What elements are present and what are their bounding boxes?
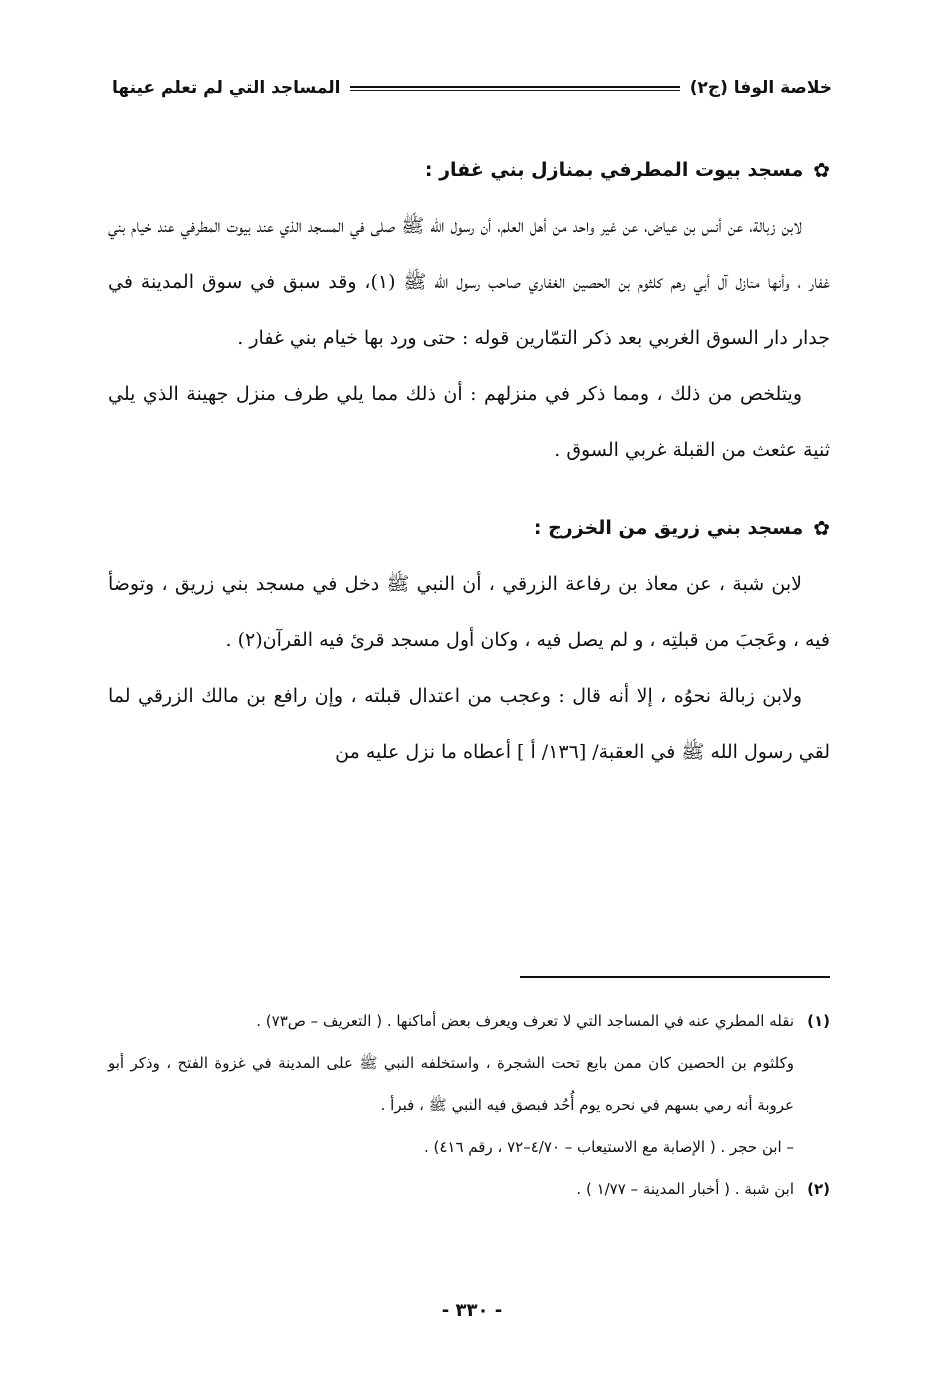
running-header (112, 72, 832, 104)
footnote-text (108, 1168, 794, 1210)
footnote-number: (٢) (807, 1180, 830, 1198)
section-heading-2 (108, 500, 830, 556)
header-book-title: خلاصة الوفا (ج٢) (689, 78, 832, 98)
paragraph: لابن شبة ، عن معاذ بن رفاعة الزرقي ، أن النبي ﷺ دخل في مسجد بني زريق ، وتوضأ فيه ، وعَجبَ من قبلتِه ، و لم يصل فيه ، وكان أول مسجد قرئ فيه القرآن(٢) . (108, 573, 830, 651)
footnote-separator (520, 976, 830, 978)
footnotes (108, 1000, 830, 1210)
flower-bullet-icon: ✿ (813, 158, 830, 182)
section-heading-text: مسجد بني زريق من الخزرج : (533, 517, 804, 539)
paragraph: ولابن زبالة نحوُه ، إلا أنه قال : وعجب من اعتدال قبلته ، وإن رافع بن مالك الزرقي لما لقي رسول الله ﷺ في العقبة/ [١٣٦/ أ ] أعطاه ما نزل عليه من (108, 685, 830, 763)
footnote-2 (108, 1168, 830, 1210)
main-text (108, 142, 830, 780)
paragraph: لابن زبالة، عن أنس بن عياض، عن غير واحد من أهل العلم، أن رسول الله ﷺ صلى في المسجد الذي عند بيوت المطرفي عند خيام بني غفار ، وأنها منازل آل أبي رهم كلثوم بن الحصين الغفاري صاحب رسول الله ﷺ (١)، وقد سبق في سوق المدينة في جدار دار السوق الغربي بعد ذكر التمّارين قوله : حتى ورد بها خيام بني غفار . (107, 215, 831, 349)
footnote-number: (١) (807, 1012, 830, 1030)
footnote-line: وكلثوم بن الحصين كان ممن بايع تحت الشجرة ، واستخلفه النبي ﷺ على المدينة في غزوة الفتح ، وذكر أبو عروبة أنه رمي بسهم في نحره يوم أُحُد فبصق فيه النبي ﷺ ، فبرأ . (108, 1054, 794, 1114)
paragraph: ويتلخص من ذلك ، ومما ذكر في منزلهم : أن ذلك مما يلي طرف منزل جهينة الذي يلي ثنية عثعث من القبلة غربي السوق . (108, 383, 830, 461)
section-heading-text: مسجد بيوت المطرفي بمنازل بني غفار : (424, 159, 804, 181)
footnote-line: – ابن حجر . ( الإصابة مع الاستيعاب – ٤/٧٠–٧٢ ، رقم ٤١٦) . (423, 1138, 794, 1156)
header-rule (350, 86, 679, 91)
footnote-text (108, 1000, 794, 1168)
flower-bullet-icon: ✿ (813, 516, 830, 540)
section-heading-1 (108, 142, 830, 198)
footnote-1 (108, 1000, 830, 1168)
header-chapter-title: المساجد التي لم تعلم عينها (112, 78, 341, 98)
page-number: - ٣٣٠ - (441, 1300, 503, 1321)
footnote-line: نقله المطري عنه في المساجد التي لا تعرف ويعرف بعض أماكنها . ( التعريف – ص٧٣) . (256, 1012, 794, 1030)
footnote-line: ابن شبة . ( أخبار المدينة – ١/٧٧ ) . (576, 1180, 794, 1198)
